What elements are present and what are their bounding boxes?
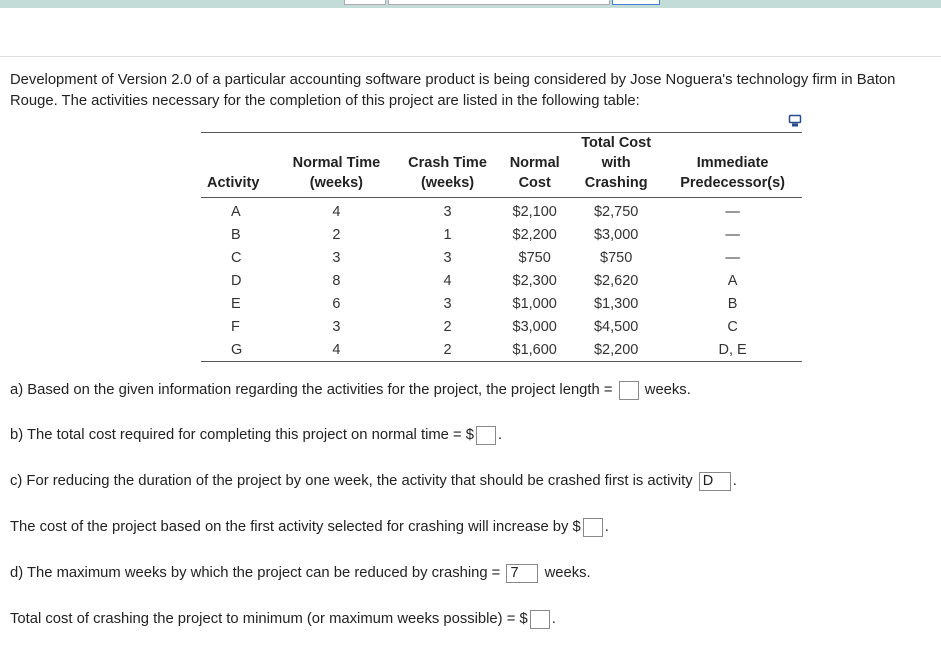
table-header-row (201, 133, 802, 198)
question-c2-text: The cost of the project based on the first activity selected for crashing will increase by $ (10, 519, 581, 535)
question-b (10, 425, 502, 445)
cell-activity: D (231, 272, 242, 289)
cell-activity: C (231, 249, 242, 266)
cell-crash-cost: $3,000 (593, 226, 639, 243)
cell-predecessor: D, E (718, 341, 747, 358)
normal-cost-input[interactable] (476, 426, 496, 445)
divider (0, 56, 941, 57)
table-row (201, 292, 802, 315)
table-row (201, 315, 802, 338)
cell-predecessor: C (727, 318, 738, 335)
header-normal-time: Normal Time (weeks) (278, 133, 395, 198)
question-c-suffix: . (732, 473, 737, 489)
cell-crash-cost: $750 (600, 249, 633, 266)
cell-crash-cost: $2,200 (593, 341, 639, 358)
cell-normal-time: 8 (332, 272, 341, 289)
cell-crash-cost: $2,620 (593, 272, 639, 289)
question-b-text: b) The total cost required for completing this project on normal time = $ (10, 427, 474, 443)
header-crash-time: Crash Time (weeks) (395, 133, 500, 198)
top-bar (0, 0, 941, 8)
question-c (10, 471, 737, 491)
cell-normal-time: 3 (332, 318, 341, 335)
cell-activity: G (231, 341, 243, 358)
cell-normal-cost: $2,200 (512, 226, 557, 243)
question-a-text: a) Based on the given information regarding the activities for the project, the project length = (10, 382, 613, 398)
intro-text: Development of Version 2.0 of a particular accounting software product is being considered by Jose Noguera's technology firm in Baton Rouge. The activities necessary for the completion of this project are listed in the following table: (10, 72, 896, 109)
cell-crash-time: 3 (443, 249, 452, 266)
header-activity: Activity (201, 133, 278, 198)
question-e (10, 609, 556, 629)
cell-normal-cost: $2,100 (512, 203, 557, 220)
cell-normal-time: 4 (332, 203, 341, 220)
cell-normal-time: 3 (332, 249, 341, 266)
cell-predecessor: B (727, 295, 738, 312)
cell-crash-time: 3 (443, 295, 452, 312)
cost-increase-input[interactable] (583, 518, 603, 537)
cell-activity: A (231, 203, 241, 220)
table-row (201, 338, 802, 362)
cell-normal-cost: $750 (518, 249, 551, 266)
question-c2-suffix: . (604, 519, 609, 535)
cell-normal-cost: $1,600 (512, 341, 557, 358)
question-d (10, 563, 591, 583)
cell-activity: E (231, 295, 241, 312)
question-e-suffix: . (551, 611, 556, 627)
table-row (201, 269, 802, 292)
top-tab[interactable] (344, 0, 386, 5)
question-c2 (10, 517, 609, 537)
cell-normal-cost: $3,000 (512, 318, 557, 335)
question-d-text: d) The maximum weeks by which the project can be reduced by crashing = (10, 565, 501, 581)
cell-crash-time: 3 (443, 203, 452, 220)
project-length-input[interactable] (619, 381, 639, 400)
cell-crash-time: 2 (443, 318, 452, 335)
cell-crash-cost: $2,750 (593, 203, 639, 220)
cell-crash-cost: $1,300 (593, 295, 639, 312)
top-tab-active[interactable] (612, 0, 660, 5)
cell-predecessor: — (725, 203, 740, 220)
total-crash-cost-input[interactable] (530, 610, 550, 629)
first-crash-activity-input[interactable]: D (699, 472, 731, 491)
cell-crash-time: 4 (443, 272, 452, 289)
question-b-suffix: . (498, 427, 503, 443)
top-tab[interactable] (388, 0, 610, 5)
activities-table (201, 132, 802, 362)
cell-predecessor: A (727, 272, 738, 289)
question-c-text: c) For reducing the duration of the project by one week, the activity that should be crashed first is activity (10, 473, 693, 489)
cell-activity: B (231, 226, 241, 243)
cell-normal-cost: $1,000 (512, 295, 557, 312)
question-d-suffix: weeks. (544, 565, 591, 581)
table-row (201, 198, 802, 224)
cell-normal-time: 6 (332, 295, 341, 312)
cell-crash-time: 1 (443, 226, 452, 243)
header-normal-cost: Normal Cost (500, 133, 569, 198)
cell-predecessor: — (725, 226, 740, 243)
copy-table-icon[interactable] (788, 114, 802, 128)
max-weeks-reduced-input[interactable]: 7 (506, 564, 538, 583)
question-a (10, 380, 691, 400)
table-row (201, 223, 802, 246)
cell-predecessor: — (725, 249, 740, 266)
cell-crash-time: 2 (443, 341, 452, 358)
cell-activity: F (231, 318, 240, 335)
header-total-cost-crashing: Total Cost with Crashing (569, 133, 663, 198)
cell-normal-time: 2 (332, 226, 341, 243)
question-a-suffix: weeks. (644, 382, 691, 398)
question-e-text: Total cost of crashing the project to minimum (or maximum weeks possible) = $ (10, 611, 528, 627)
table-row (201, 246, 802, 269)
cell-normal-cost: $2,300 (512, 272, 557, 289)
header-predecessors: Immediate Predecessor(s) (663, 133, 802, 198)
cell-crash-cost: $4,500 (593, 318, 639, 335)
cell-normal-time: 4 (332, 341, 341, 358)
